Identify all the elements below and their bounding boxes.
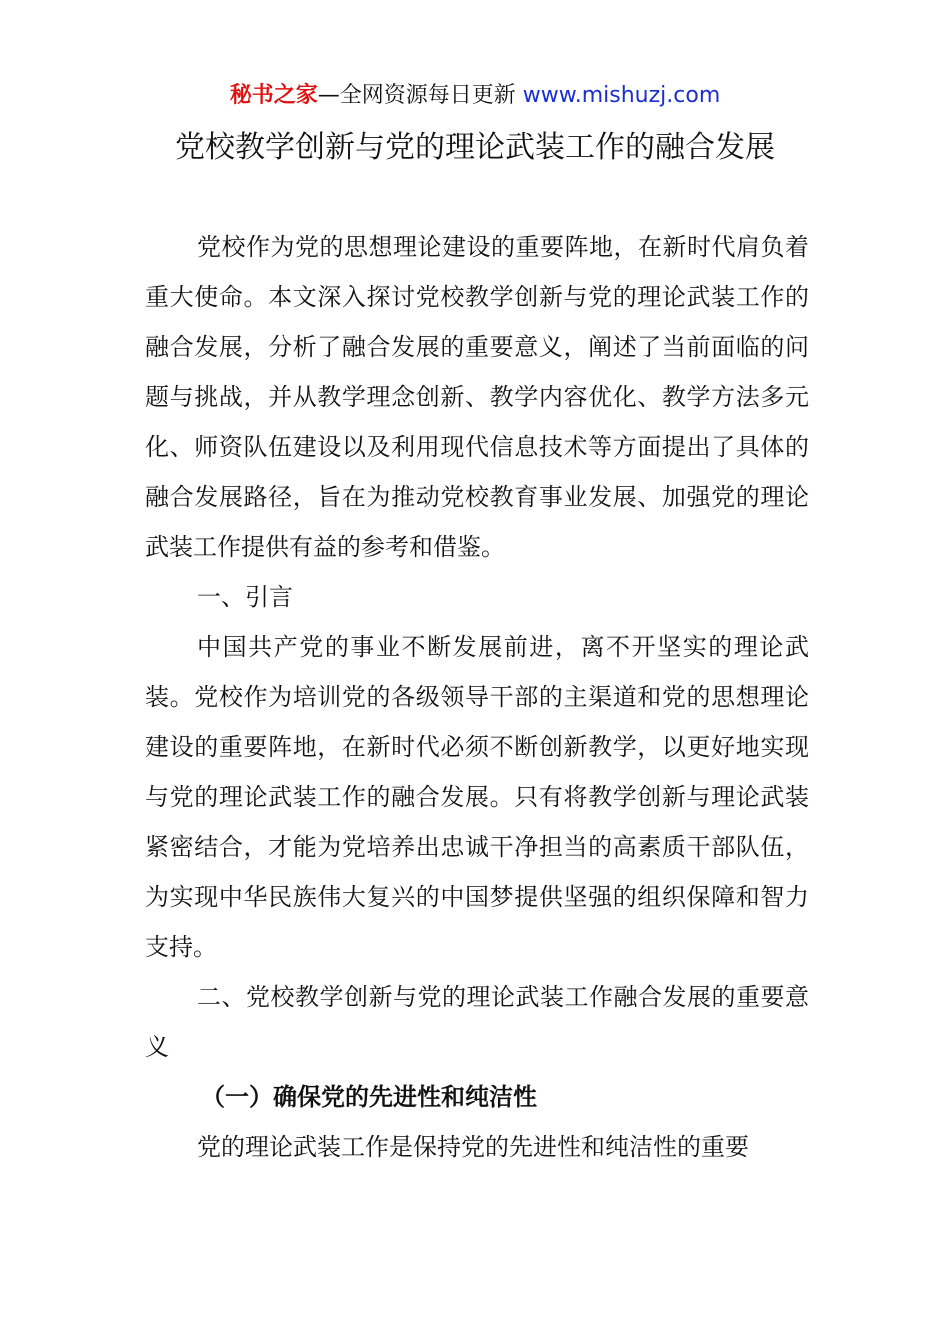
section-heading-intro: 一、引言 xyxy=(197,583,293,611)
subsection-paragraph-1: 党的理论武装工作是保持党的先进性和纯洁性的重要 xyxy=(197,1133,749,1161)
intro-paragraph: 中国共产党的事业不断发展前进，离不开坚实的理论武装。党校作为培训党的各级领导干部的主渠道和党的思想理论建设的重要阵地，在新时代必须不断创新教学，以更好地实现与党的理论武装工作的融合发展。只有将教学创新与理论武装紧密结合，才能为党培养出忠诚干净担当的高素质干部队伍，为实现中华民族伟大复兴的中国梦提供坚强的组织保障和智力支持。 xyxy=(145,633,809,961)
site-tagline: —全网资源每日更新 xyxy=(317,83,516,108)
site-url-link[interactable]: www.mishuzj.com xyxy=(522,83,721,108)
site-header xyxy=(0,80,950,112)
subsection-heading-1: （一）确保党的先进性和纯洁性 xyxy=(201,1083,537,1111)
site-brand: 秘书之家 xyxy=(229,83,318,108)
abstract-paragraph: 党校作为党的思想理论建设的重要阵地，在新时代肩负着重大使命。本文深入探讨党校教学创新与党的理论武装工作的融合发展，分析了融合发展的重要意义，阐述了当前面临的问题与挑战，并从教学理念创新、教学内容优化、教学方法多元化、师资队伍建设以及利用现代信息技术等方面提出了具体的融合发展路径，旨在为推动党校教育事业发展、加强党的理论武装工作提供有益的参考和借鉴。 xyxy=(145,233,809,561)
document-body xyxy=(145,222,809,1172)
document-title: 党校教学创新与党的理论武装工作的融合发展 xyxy=(175,130,775,165)
section-heading-significance: 二、党校教学创新与党的理论武装工作融合发展的重要意义 xyxy=(145,983,809,1061)
